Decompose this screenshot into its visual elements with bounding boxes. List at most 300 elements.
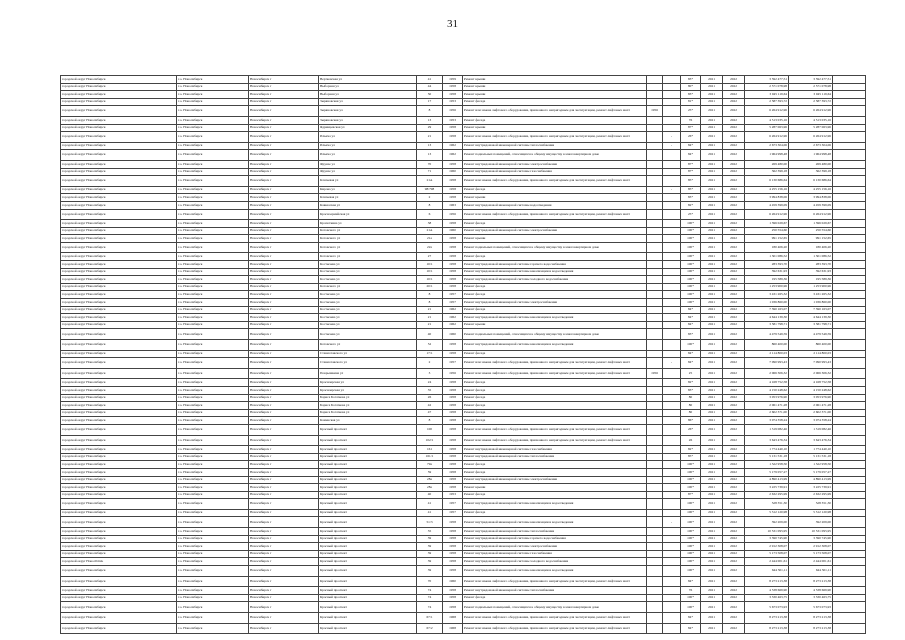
table-row [61,587,866,595]
total-cost-cell: 7 390 163,07 [789,306,833,314]
cost-cell: 3 431 265,32 [745,291,789,299]
wear-percent-cell: 76 [681,116,701,124]
extra-year-cell [647,446,663,454]
total-cost-cell: 5 312 120,98 [789,509,833,517]
cost-cell: 5 673 073,93 [745,602,789,613]
cost-cell: 10 531 095,95 [745,528,789,536]
house-cell: 39 [417,550,443,558]
table-row [61,283,866,291]
extra-year-cell [647,291,663,299]
cost-cell: 3 581 798,71 [745,321,789,329]
okrug-cell: городской округ Новосибирск [61,499,177,510]
work-type-cell: Ремонт фасада [463,379,647,387]
house-cell: 51/3 [417,517,443,528]
total-cost-cell: 362 399,18 [789,168,833,176]
city-cell: г.о. Новосибирск [177,132,249,143]
plan-end-year-cell: 2022 [723,424,745,435]
house-cell: 20/1 [417,283,443,291]
street-cell: Красный проспект [319,453,417,461]
cost-cell: 2 673 304,06 [745,142,789,150]
work-type-cell: Ремонт или замена лифтового оборудования, признанного непригодным для эксплуатации, ремонт лифтовых шахт [463,209,647,220]
empty-cell [833,124,866,132]
region-cell: Новосибирск г [249,253,319,261]
region-cell: Новосибирск г [249,613,319,624]
wear-percent-cell: 100* [681,468,701,476]
okrug-cell: городской округ Новосибирск [61,491,177,499]
empty-cell [833,276,866,284]
cost-cell: 1 036 860,00 [745,299,789,307]
plan-start-year-cell: 2021 [701,499,723,510]
dash-cell [663,283,681,291]
year-cell: 1958 [443,379,463,387]
wear-percent-cell: 100* [681,299,701,307]
work-type-cell: Ремонт или замена лифтового оборудования, признанного непригодным для эксплуатации, ремонт лифтовых шахт [463,424,647,435]
house-cell: 21 [417,314,443,322]
total-cost-cell: 7 090 993,43 [789,358,833,369]
okrug-cell: городской округ Новосибирск [61,402,177,410]
house-cell: 35 [417,528,443,536]
plan-end-year-cell: 2022 [723,160,745,168]
empty-cell [833,435,866,446]
wear-percent-cell: 85* [681,176,701,187]
plan-end-year-cell: 2022 [723,368,745,379]
total-cost-cell: 1 319 082,46 [789,424,833,435]
street-cell: Бориса Богаткова ул [319,402,417,410]
plan-end-year-cell: 2022 [723,116,745,124]
plan-start-year-cell: 2021 [701,83,723,91]
house-cell: 39 [417,535,443,543]
total-cost-cell: 2 602 371,00 [789,409,833,417]
extra-year-cell [647,98,663,106]
okrug-cell: городской округ Новосибирск [61,98,177,106]
empty-cell [833,576,866,587]
total-cost-cell: 3 581 798,71 [789,321,833,329]
house-cell: 3 [417,368,443,379]
region-cell: Новосибирск г [249,424,319,435]
total-cost-cell: 10 531 095,95 [789,528,833,536]
okrug-cell: городской округ Новосибирск [61,517,177,528]
wear-percent-cell: 82* [681,201,701,209]
city-cell: г.о. Новосибирск [177,394,249,402]
wear-percent-cell: 81* [681,98,701,106]
region-cell: Новосибирск г [249,201,319,209]
street-cell: Кропоткина ул [319,220,417,228]
plan-end-year-cell: 2022 [723,379,745,387]
region-cell: Новосибирск г [249,186,319,194]
street-cell: Красный проспект [319,424,417,435]
region-cell: Новосибирск г [249,306,319,314]
city-cell: г.о. Новосибирск [177,194,249,202]
region-cell: Новосибирск г [249,602,319,613]
year-cell: 1958 [443,220,463,228]
table-row [61,476,866,484]
city-cell: г.о. Новосибирск [177,613,249,624]
okrug-cell: городской округ Новосибирск [61,409,177,417]
region-cell: Новосибирск г [249,499,319,510]
plan-end-year-cell: 2022 [723,276,745,284]
wear-percent-cell: 84* [681,350,701,358]
region-cell: Новосибирск г [249,124,319,132]
total-cost-cell: 2 673 304,06 [789,142,833,150]
plan-start-year-cell: 2021 [701,176,723,187]
dash-cell [663,435,681,446]
region-cell: Новосибирск г [249,314,319,322]
work-type-cell: Ремонт фасада [463,509,647,517]
region-cell: Новосибирск г [249,150,319,161]
work-type-cell: Ремонт фасада [463,283,647,291]
okrug-cell: городской округ Новосибирск [61,91,177,99]
house-cell: 161 [417,446,443,454]
work-type-cell: Ремонт фасада [463,98,647,106]
empty-cell [833,283,866,291]
work-type-cell: Ремонт внутридомовой инженерной системы теплоснабжения [463,453,647,461]
extra-year-cell [647,261,663,269]
dash-cell [663,409,681,417]
plan-start-year-cell: 2021 [701,576,723,587]
empty-cell [833,509,866,517]
table-row [61,491,866,499]
work-type-cell: Ремонт крыши [463,83,647,91]
dash-cell [663,602,681,613]
year-cell: 1957 [443,299,463,307]
cost-cell: 392 631,93 [745,268,789,276]
cost-cell: 3 330 463,75 [745,594,789,602]
wear-percent-cell: 100* [681,242,701,253]
cost-cell: 528 351,30 [745,499,789,510]
work-type-cell: Ремонт внутридомовой инженерной системы теплоснабжения [463,142,647,150]
wear-percent-cell: 100* [681,499,701,510]
region-cell: Новосибирск г [249,484,319,492]
plan-start-year-cell: 2021 [701,543,723,551]
wear-percent-cell: 84* [681,150,701,161]
region-cell: Новосибирск г [249,368,319,379]
dash-cell: - [663,358,681,369]
region-cell: Новосибирск г [249,106,319,117]
region-cell: Новосибирск г [249,535,319,543]
extra-year-cell [647,476,663,484]
extra-year-cell [647,461,663,469]
extra-year-cell [647,623,663,634]
empty-cell [833,160,866,168]
house-cell: 28а [417,476,443,484]
wear-percent-cell: 84* [681,314,701,322]
region-cell: Новосибирск г [249,132,319,143]
street-cell: Костычева ул [319,291,417,299]
wear-percent-cell: 100* [681,476,701,484]
dash-cell [663,176,681,187]
okrug-cell: городской округ Новосибирск [61,476,177,484]
plan-start-year-cell: 2021 [701,268,723,276]
total-cost-cell: 644 301,11 [789,566,833,577]
year-cell: 1958 [443,186,463,194]
city-cell: г.о. Новосибирск [177,76,249,84]
wear-percent-cell: 85* [681,186,701,194]
empty-cell [833,476,866,484]
table-row [61,98,866,106]
wear-percent-cell: 87* [681,124,701,132]
region-cell: Новосибирск г [249,446,319,454]
table-row [61,299,866,307]
year-cell: 1962 [443,306,463,314]
table-row [61,321,866,329]
cost-cell: 1 774 440,10 [745,446,789,454]
region-cell: Новосибирск г [249,340,319,351]
table-row [61,261,866,269]
okrug-cell: городской округ Новосибирск [61,587,177,595]
house-cell: 100 [417,424,443,435]
plan-end-year-cell: 2022 [723,176,745,187]
region-cell: Новосибирск г [249,558,319,566]
street-cell: Котовского ул [319,253,417,261]
empty-cell [833,613,866,624]
dash-cell [663,453,681,461]
street-cell: Котовского ул [319,227,417,235]
extra-year-cell [647,283,663,291]
cost-cell: 2 114 800,03 [745,350,789,358]
plan-end-year-cell: 2022 [723,613,745,624]
cost-cell: 6 264 912,96 [745,209,789,220]
plan-end-year-cell: 2022 [723,446,745,454]
okrug-cell: городской округ Новосибирск [61,209,177,220]
table-row [61,132,866,143]
total-cost-cell: 269 480,00 [789,160,833,168]
city-cell: г.о. Новосибирск [177,283,249,291]
wear-percent-cell: 83* [681,91,701,99]
work-type-cell: Ремонт или замена лифтового оборудования, признанного непригодным для эксплуатации, ремонт лифтовых шахт [463,368,647,379]
dash-cell [663,379,681,387]
dash-cell [663,253,681,261]
empty-cell [833,379,866,387]
empty-cell [833,402,866,410]
extra-year-cell [647,402,663,410]
plan-start-year-cell: 2021 [701,491,723,499]
total-cost-cell: 8 273 213,38 [789,623,833,634]
cost-cell: 2 066 306,32 [745,368,789,379]
street-cell: Ядринцевская ул [319,124,417,132]
street-cell: Костычева ул [319,306,417,314]
extra-year-cell [647,587,663,595]
cost-cell: 3 074 358,24 [745,417,789,425]
street-cell: Костычева ул [319,321,417,329]
total-cost-cell: 180 406,20 [789,242,833,253]
extra-year-cell [647,535,663,543]
cost-cell: 8 273 213,38 [745,623,789,634]
extra-year-cell [647,276,663,284]
cost-cell: 3 643 476,34 [745,435,789,446]
okrug-cell: городской округ Новосибирск [61,261,177,269]
city-cell: г.о. Новосибирск [177,379,249,387]
table-row [61,623,866,634]
empty-cell [833,299,866,307]
plan-end-year-cell: 2022 [723,435,745,446]
dash-cell [663,242,681,253]
empty-cell [833,543,866,551]
house-cell: 70 [417,160,443,168]
okrug-cell: городской округ Новосибирск [61,368,177,379]
plan-end-year-cell: 2022 [723,417,745,425]
dash-cell [663,386,681,394]
cost-cell: 4 459 399,09 [745,201,789,209]
cost-cell: 4 513 035,16 [745,116,789,124]
city-cell: г.о. Новосибирск [177,227,249,235]
city-cell: г.о. Новосибирск [177,558,249,566]
okrug-cell: городской округ Новосибирск [61,283,177,291]
year-cell: 1958 [443,435,463,446]
empty-cell [833,461,866,469]
total-cost-cell: 2 061 471,28 [789,402,833,410]
year-cell: 1958 [443,91,463,99]
dash-cell [663,558,681,566]
region-cell: Новосибирск г [249,594,319,602]
year-cell: 1958 [443,132,463,143]
year-cell: 1958 [443,461,463,469]
cost-cell: 4 644 139,30 [745,314,789,322]
okrug-cell: городской округ Новосибирск [61,566,177,577]
okrug-cell: городской округ Новосибирск [61,124,177,132]
street-cell: Костычева ул [319,261,417,269]
dash-cell [663,261,681,269]
dash-cell [663,587,681,595]
okrug-cell: городской округ Новосибирск [61,150,177,161]
plan-end-year-cell: 2022 [723,261,745,269]
plan-end-year-cell: 2022 [723,461,745,469]
table-row [61,276,866,284]
year-cell: 1958 [443,83,463,91]
okrug-cell: городской округ Новосибирск [61,306,177,314]
year-cell: 1960 [443,168,463,176]
plan-start-year-cell: 2021 [701,535,723,543]
cost-cell: 7 090 993,43 [745,358,789,369]
plan-end-year-cell: 2022 [723,209,745,220]
year-cell: 1958 [443,424,463,435]
dash-cell [663,509,681,517]
year-cell: 1958 [443,350,463,358]
plan-start-year-cell: 2021 [701,235,723,243]
dash-cell [663,566,681,577]
work-type-cell: Ремонт или замена лифтового оборудования, признанного непригодным для эксплуатации, ремонт лифтовых шахт [463,435,647,446]
total-cost-cell: 3 053 976,90 [789,394,833,402]
city-cell: г.о. Новосибирск [177,220,249,228]
work-type-cell: Ремонт фасада [463,220,647,228]
empty-cell [833,116,866,124]
house-cell: 24 [417,379,443,387]
table-row [61,417,866,425]
wear-percent-cell: 87* [681,491,701,499]
extra-year-cell [647,314,663,322]
work-type-cell: Ремонт подвальных помещений, относящихся к общему имуществу в многоквартирном доме [463,150,647,161]
region-cell: Новосибирск г [249,291,319,299]
table-row [61,253,866,261]
street-cell: Красный проспект [319,491,417,499]
street-cell: Зыряновская ул [319,98,417,106]
city-cell: г.о. Новосибирск [177,116,249,124]
street-cell: Красный проспект [319,446,417,454]
city-cell: г.о. Новосибирск [177,83,249,91]
cost-cell: 250 554,60 [745,227,789,235]
empty-cell [833,566,866,577]
house-cell: 41 [417,499,443,510]
cost-cell: 2 061 471,28 [745,402,789,410]
total-cost-cell: 4 538 669,90 [789,587,833,595]
city-cell: г.о. Новосибирск [177,424,249,435]
work-type-cell: Ремонт внутридомовой инженерной системы электроснабжения [463,299,647,307]
street-cell: Красный проспект [319,613,417,624]
house-cell: 40 [417,329,443,340]
empty-cell [833,235,866,243]
total-cost-cell: 4 479 549,59 [789,329,833,340]
plan-start-year-cell: 2021 [701,132,723,143]
table-row [61,116,866,124]
plan-start-year-cell: 2021 [701,106,723,117]
extra-year-cell [647,142,663,150]
okrug-cell: городской округ Новосибирск [61,461,177,469]
house-cell: 67/1 [417,613,443,624]
dash-cell [663,340,681,351]
work-type-cell: Ремонт фасада [463,386,647,394]
okrug-cell: городской округ Новосибирск [61,386,177,394]
plan-start-year-cell: 2021 [701,386,723,394]
wear-percent-cell: 100* [681,268,701,276]
empty-cell [833,417,866,425]
plan-start-year-cell: 2021 [701,98,723,106]
okrug-cell: городской округ Новосибирск [61,594,177,602]
table-row [61,543,866,551]
street-cell: Котовского ул [319,242,417,253]
year-cell: 1958 [443,528,463,536]
work-type-cell: Ремонт или замена лифтового оборудования, признанного непригодным для эксплуатации, ремонт лифтовых шахт [463,132,647,143]
house-cell: 10/1 [417,276,443,284]
extra-year-cell [647,253,663,261]
plan-end-year-cell: 2022 [723,386,745,394]
work-type-cell: Ремонт крыши [463,91,647,99]
city-cell: г.о. Новосибирск [177,517,249,528]
work-type-cell: Ремонт фасада [463,417,647,425]
wear-percent-cell: 87* [681,160,701,168]
table-row [61,160,866,168]
region-cell: Новосибирск г [249,566,319,577]
street-cell: Бориса Богаткова ул [319,409,417,417]
plan-start-year-cell: 2021 [701,558,723,566]
plan-end-year-cell: 2022 [723,106,745,117]
total-cost-cell: 3 225 739,91 [789,484,833,492]
total-cost-cell: 2 587 393,72 [789,98,833,106]
street-cell: Костычева ул [319,276,417,284]
house-cell: 2 [417,194,443,202]
year-cell: 1958 [443,417,463,425]
cost-cell: 2 602 371,00 [745,409,789,417]
city-cell: г.о. Новосибирск [177,453,249,461]
house-cell: 38 [417,220,443,228]
table-row [61,509,866,517]
region-cell: Новосибирск г [249,358,319,369]
work-type-cell: Ремонт внутридомовой инженерной системы электроснабжения [463,227,647,235]
total-cost-cell: 3 074 358,24 [789,417,833,425]
city-cell: г.о. Новосибирск [177,201,249,209]
work-type-cell: Ремонт внутридомовой инженерной системы холодного водоснабжения [463,276,647,284]
plan-end-year-cell: 2022 [723,83,745,91]
extra-year-cell [647,194,663,202]
work-type-cell: Ремонт внутридомовой инженерной системы газоснабжения [463,446,647,454]
extra-year-cell [647,76,663,84]
okrug-cell: городской округ Новосибирск [61,268,177,276]
plan-start-year-cell: 2021 [701,194,723,202]
extra-year-cell [647,186,663,194]
region-cell: Новосибирск г [249,517,319,528]
year-cell: 1958 [443,386,463,394]
dash-cell [663,468,681,476]
extra-year-cell [647,435,663,446]
region-cell: Новосибирск г [249,453,319,461]
